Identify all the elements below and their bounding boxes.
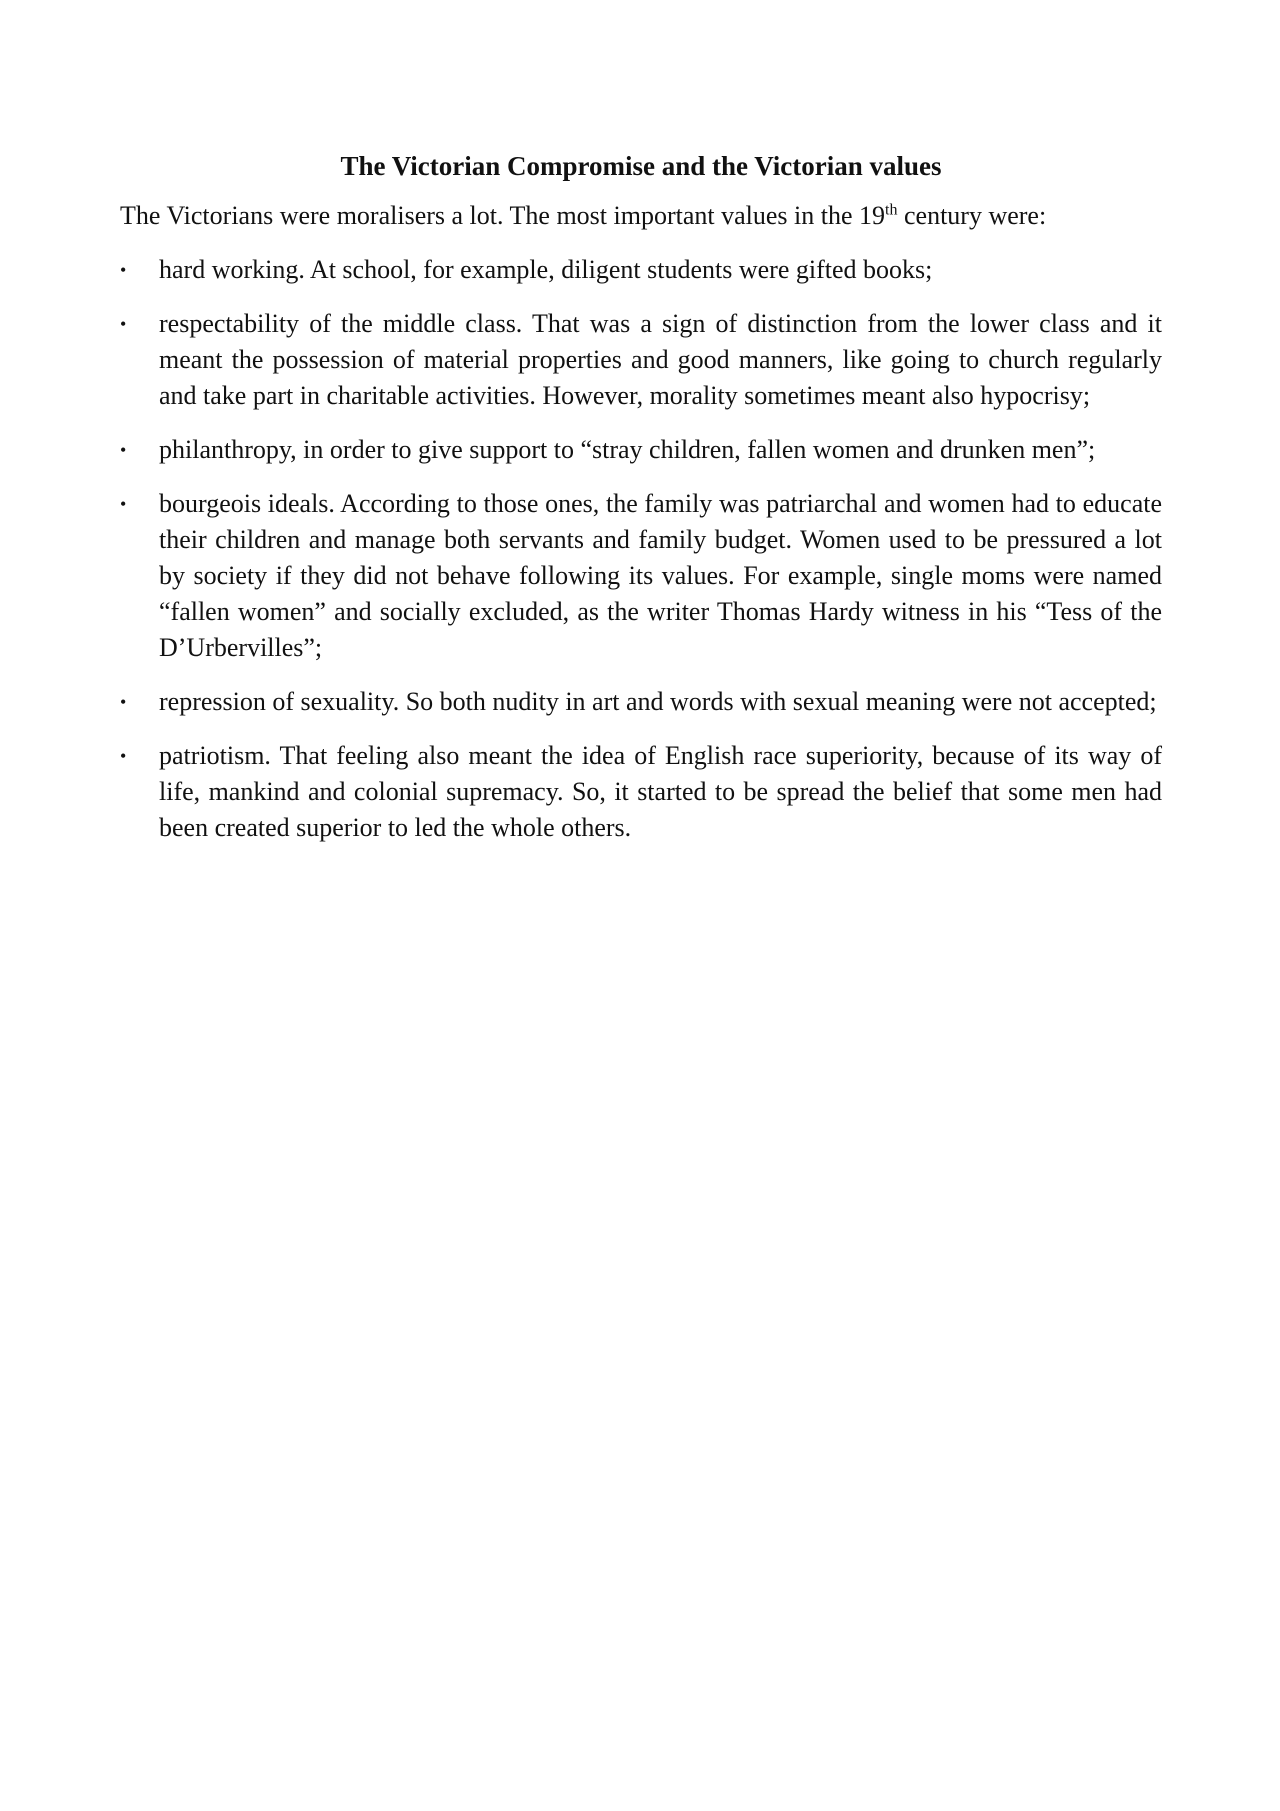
bullet-icon: • bbox=[120, 692, 127, 712]
list-item bbox=[120, 432, 1162, 468]
bullet-icon: • bbox=[120, 440, 127, 460]
list-item bbox=[120, 684, 1162, 720]
intro-paragraph bbox=[120, 198, 1162, 234]
list-item bbox=[120, 252, 1162, 288]
bullet-icon: • bbox=[120, 260, 127, 280]
list-item-text: bourgeois ideals. According to those ones, the family was patriarchal and women had to educate their children and manage both servants and family budget. Women used to be pressured a lot by society if they did not behave following its values. For example, single moms were named “fallen women” and socially excluded, as the writer Thomas Hardy witness in his “Tess of the D’Urbervilles”; bbox=[159, 489, 1162, 662]
intro-text: The Victorians were moralisers a lot. The most important values in the 19 bbox=[120, 201, 886, 230]
list-item-text: patriotism. That feeling also meant the idea of English race superiority, because of its way of life, mankind and colonial supremacy. So, it started to be spread the belief that some men had been created superior to led the whole others. bbox=[159, 741, 1162, 842]
list-item bbox=[120, 486, 1162, 666]
list-item bbox=[120, 306, 1162, 414]
page-title: The Victorian Compromise and the Victorian values bbox=[340, 151, 942, 181]
list-item-text: respectability of the middle class. That was a sign of distinction from the lower class and it meant the possession of material properties and good manners, like going to church regularly and take part in charitable activities. However, morality sometimes meant also hypocrisy; bbox=[159, 309, 1162, 410]
list-item-text: repression of sexuality. So both nudity in art and words with sexual meaning were not accepted; bbox=[159, 687, 1157, 716]
values-list bbox=[120, 252, 1162, 846]
list-item bbox=[120, 738, 1162, 846]
bullet-icon: • bbox=[120, 314, 127, 334]
intro-text-end: century were: bbox=[897, 201, 1047, 230]
bullet-icon: • bbox=[120, 746, 127, 766]
ordinal-superscript: th bbox=[885, 201, 898, 219]
document-page bbox=[120, 148, 1162, 864]
list-item-text: philanthropy, in order to give support to “stray children, fallen women and drunken men”; bbox=[159, 435, 1096, 464]
list-item-text: hard working. At school, for example, diligent students were gifted books; bbox=[159, 255, 933, 284]
bullet-icon: • bbox=[120, 494, 127, 514]
